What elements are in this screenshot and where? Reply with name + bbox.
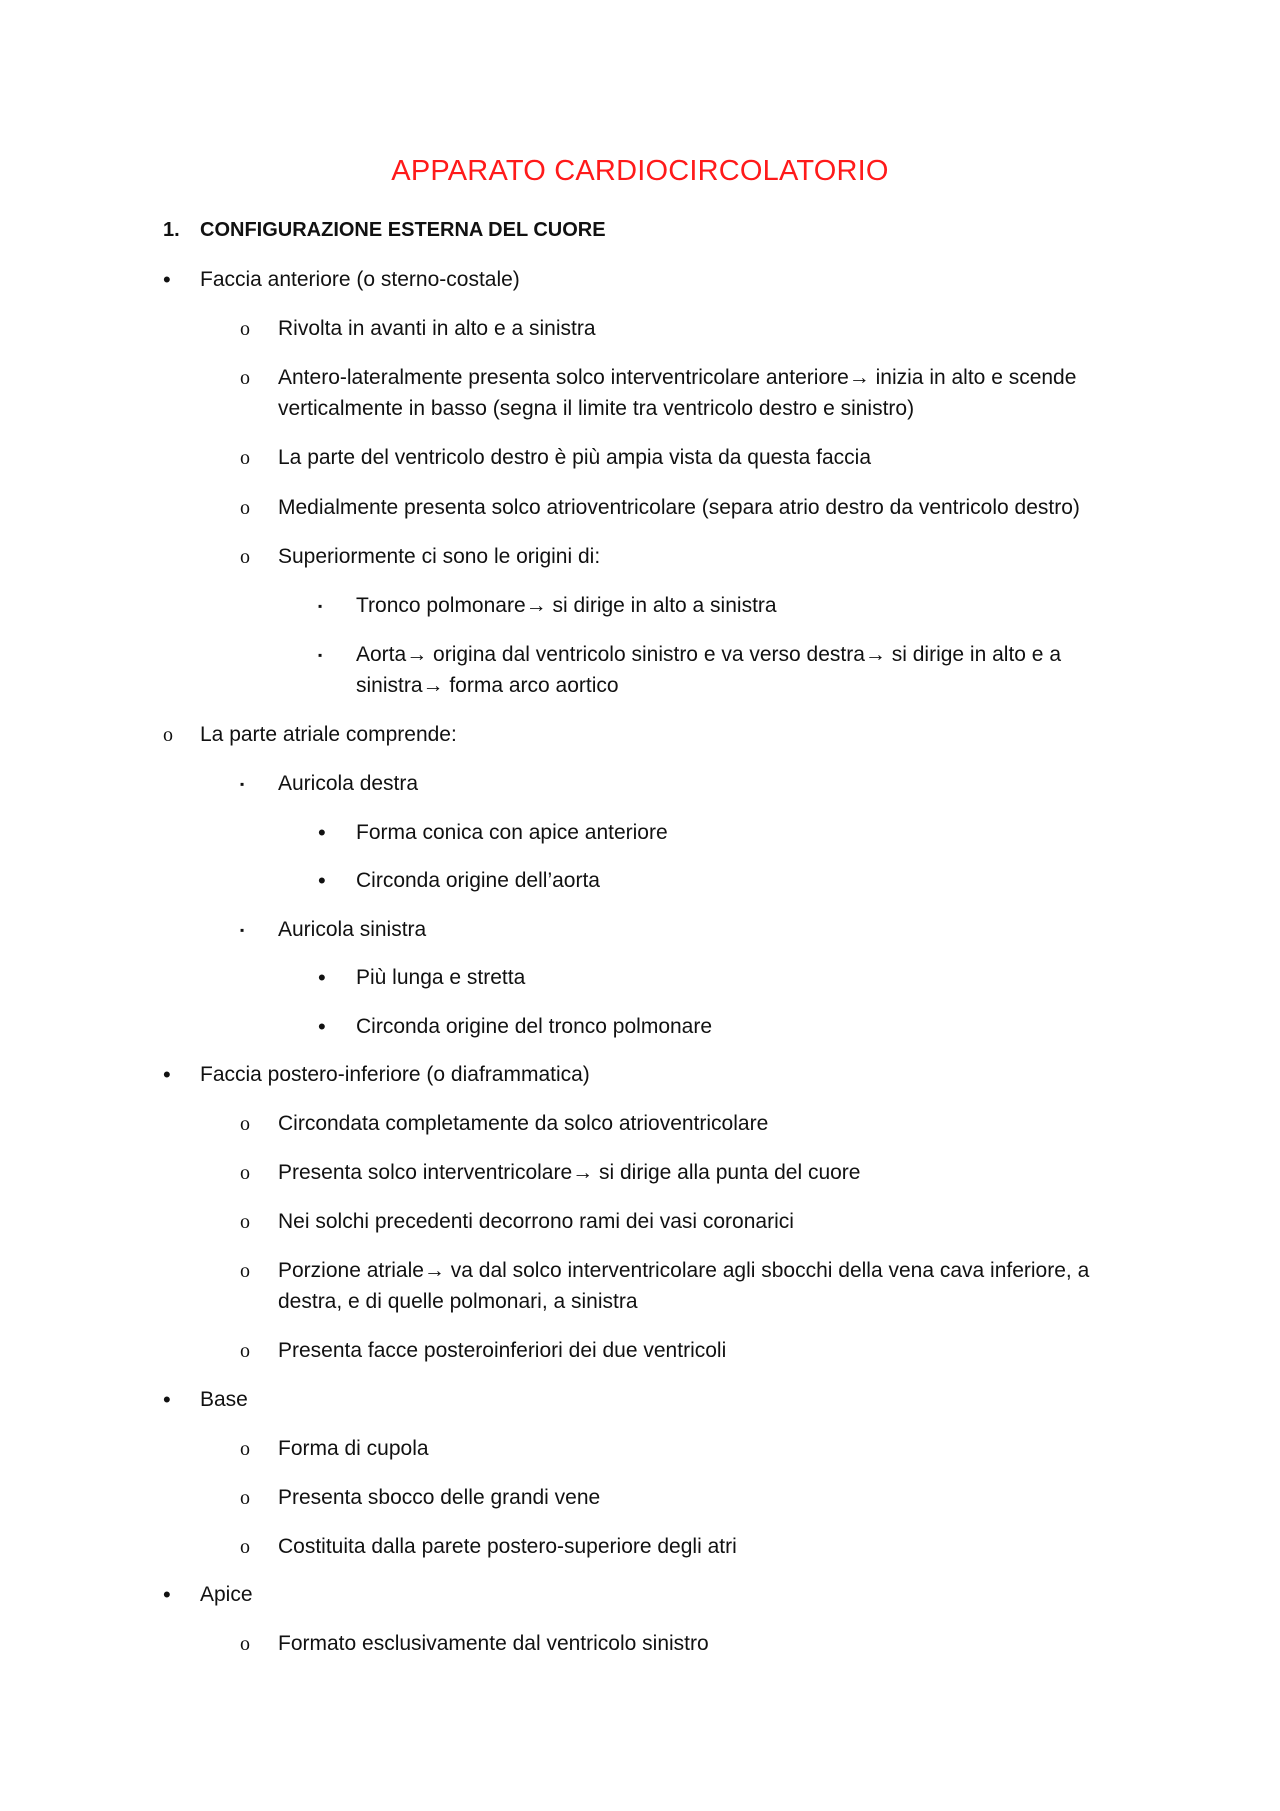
circle-marker: o (240, 1113, 250, 1135)
square-marker: ▪ (318, 648, 323, 662)
bullet-marker: • (163, 1582, 171, 1607)
bullet-marker: • (318, 965, 326, 990)
circle-marker: o (240, 1211, 250, 1233)
circle-marker: o (240, 497, 250, 519)
list-item-level1: Faccia anteriore (o sterno-costale) (200, 268, 520, 291)
square-marker: ▪ (318, 599, 323, 613)
list-item-continuation: sinistra→ forma arco aortico (356, 674, 619, 697)
circle-marker: o (240, 318, 250, 340)
circle-marker: o (240, 1340, 250, 1362)
list-item-level1: La parte atriale comprende: (200, 723, 457, 746)
document-title: APPARATO CARDIOCIRCOLATORIO (391, 155, 889, 187)
list-item-level3: Circonda origine del tronco polmonare (356, 1015, 713, 1038)
list-item-level2: Auricola destra (278, 772, 419, 795)
list-item-level3: Tronco polmonare→ si dirige in alto a sinistra (356, 594, 777, 617)
list-item-level2: Forma di cupola (278, 1437, 429, 1460)
list-item-level2: Presenta solco interventricolare→ si dirige alla punta del cuore (278, 1161, 861, 1184)
list-item-level3: Forma conica con apice anteriore (356, 821, 668, 844)
list-item-level2: Porzione atriale→ va dal solco interventricolare agli sbocchi della vena cava inferiore, a (278, 1259, 1090, 1282)
circle-marker: o (240, 1260, 250, 1282)
square-marker: ▪ (240, 777, 245, 791)
circle-marker: o (240, 447, 250, 469)
list-item-level3: Aorta→ origina dal ventricolo sinistro e va verso destra→ si dirige in alto e a (356, 643, 1061, 666)
list-item-level2: Costituita dalla parete postero-superiore degli atri (278, 1535, 737, 1558)
list-item-level1: Faccia postero-inferiore (o diaframmatica) (200, 1063, 590, 1086)
list-item-level3: Circonda origine dell’aorta (356, 869, 600, 892)
circle-marker: o (240, 1487, 250, 1509)
list-item-level2: Superiormente ci sono le origini di: (278, 545, 601, 568)
list-item-level2: Circondata completamente da solco atrioventricolare (278, 1112, 769, 1135)
list-item-level2: Medialmente presenta solco atrioventricolare (separa atrio destro da ventricolo destro) (278, 496, 1080, 519)
circle-marker: o (240, 367, 250, 389)
bullet-marker: • (163, 1062, 171, 1087)
list-item-continuation: destra, e di quelle polmonari, a sinistra (278, 1290, 638, 1313)
list-item-level2: Antero-lateralmente presenta solco interventricolare anteriore→ inizia in alto e scende (278, 366, 1077, 389)
bullet-marker: • (318, 868, 326, 893)
circle-marker: o (240, 546, 250, 568)
circle-marker: o (240, 1633, 250, 1655)
bullet-marker: • (163, 267, 171, 292)
section-heading: CONFIGURAZIONE ESTERNA DEL CUORE (200, 219, 606, 241)
bullet-marker: • (163, 1387, 171, 1412)
list-item-level2: Formato esclusivamente dal ventricolo sinistro (278, 1632, 709, 1655)
bullet-marker: • (318, 820, 326, 845)
circle-marker: o (240, 1536, 250, 1558)
list-item-level3: Più lunga e stretta (356, 966, 526, 989)
list-item-level1: Apice (200, 1583, 253, 1606)
list-item-level2: Presenta facce posteroinferiori dei due ventricoli (278, 1339, 727, 1362)
square-marker: ▪ (240, 923, 245, 937)
circle-marker: o (163, 724, 173, 746)
circle-marker: o (240, 1162, 250, 1184)
heading-number: 1. (163, 219, 180, 241)
list-item-level2: Nei solchi precedenti decorrono rami dei vasi coronarici (278, 1210, 794, 1233)
list-item-level2: Presenta sbocco delle grandi vene (278, 1486, 601, 1509)
list-item-level2: Auricola sinistra (278, 918, 427, 941)
list-item-level1: Base (200, 1388, 248, 1411)
bullet-marker: • (318, 1014, 326, 1039)
list-item-level2: Rivolta in avanti in alto e a sinistra (278, 317, 596, 340)
list-item-level2: La parte del ventricolo destro è più ampia vista da questa faccia (278, 446, 872, 469)
circle-marker: o (240, 1438, 250, 1460)
list-item-continuation: verticalmente in basso (segna il limite tra ventricolo destro e sinistro) (278, 397, 915, 420)
